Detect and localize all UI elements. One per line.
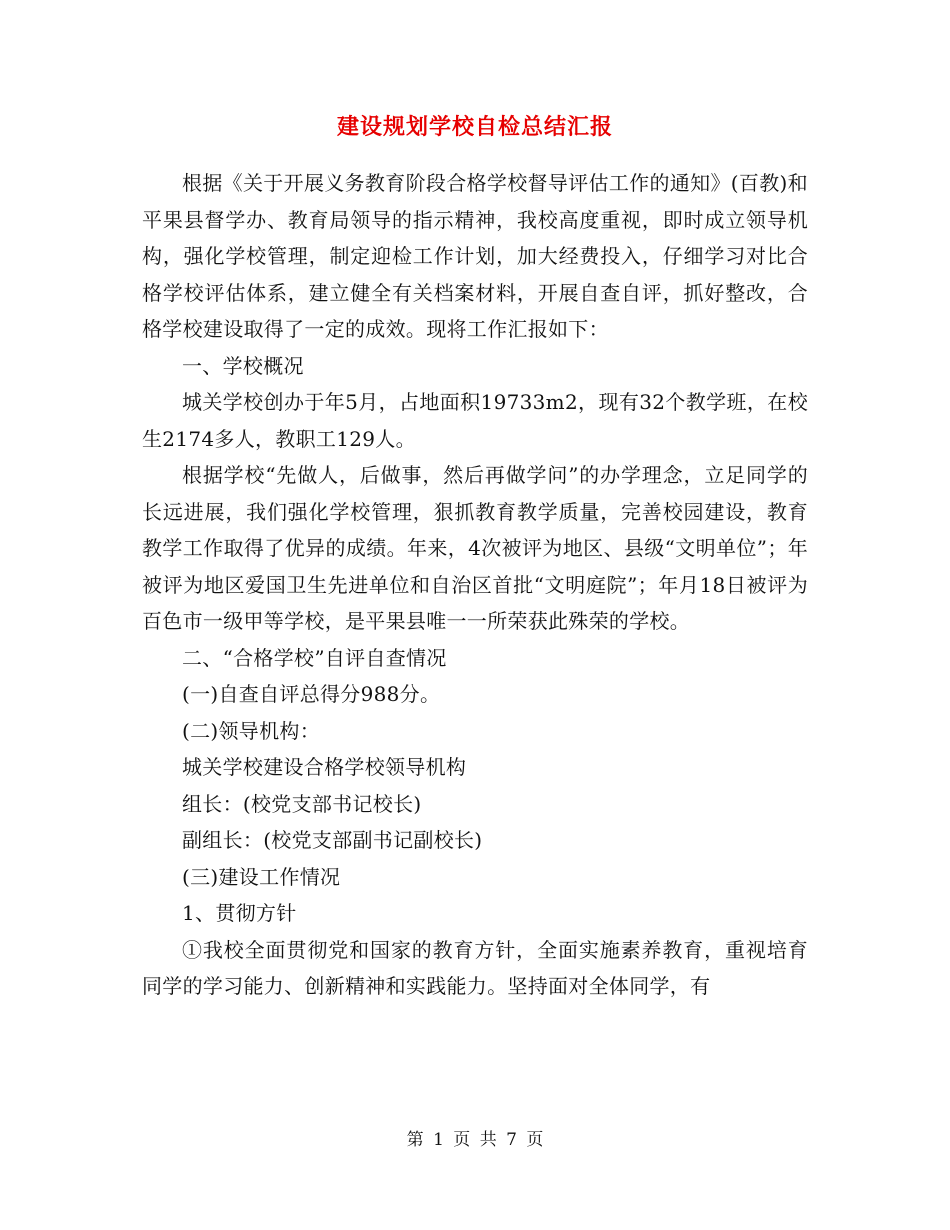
subheading-policy: 1、贯彻方针 [182, 901, 297, 925]
paragraph-leadership-body: 城关学校建设合格学校领导机构 [182, 755, 467, 779]
paragraph-intro: 根据《关于开展义务教育阶段合格学校督导评估工作的通知》(百教)和平果县督学办、教育局领导的指示精神，我校高度重视，即时成立领导机构，强化学校管理，制定迎检工作计划，加大经费投入，仔细学习对比合格学校评估体系，建立健全有关档案材料，开展自查自评，抓好整改，合格学校建设取得了一定的成效。现将工作汇报如下： [142, 171, 808, 341]
subheading-construction-work: (三)建设工作情况 [182, 864, 341, 889]
paragraph-deputy-leader: 副组长：(校党支部副书记副校长) [182, 828, 483, 852]
document-title: 建设规划学校自检总结汇报 [336, 115, 613, 140]
paragraph-school-info: 城关学校创办于年5月，占地面积19733m2，现有32个教学班，在校生2174多人，教职工129人。 [142, 390, 808, 451]
paragraph-score: (一)自查自评总得分988分。 [182, 682, 441, 706]
paragraph-policy-details: ①我校全面贯彻党和国家的教育方针，全面实施素养教育，重视培育同学的学习能力、创新精神和实践能力。坚持面对全体同学，有 [142, 937, 808, 998]
page-footer: 第 1 页 共 7 页 [406, 1130, 544, 1150]
section-heading-self-evaluation: 二、“合格学校”自评自查情况 [182, 645, 447, 670]
paragraph-school-philosophy: 根据学校“先做人，后做事，然后再做学问”的办学理念，立足同学的长远进展，我们强化学校管理，狠抓教育教学质量，完善校园建设，教育教学工作取得了优异的成绩。年来，4次被评为地区、县级“文明单位”；年被评为地区爱国卫生先进单位和自治区首批“文明庭院”；年月18日被评为百色市一级甲等学校，是平果县唯一一所荣获此殊荣的学校。 [142, 463, 808, 633]
paragraph-group-leader: 组长：(校党支部书记校长) [182, 791, 422, 816]
document-body [142, 165, 808, 1005]
subheading-leadership: (二)领导机构： [182, 718, 321, 743]
section-heading-school-overview: 一、学校概况 [182, 353, 304, 378]
